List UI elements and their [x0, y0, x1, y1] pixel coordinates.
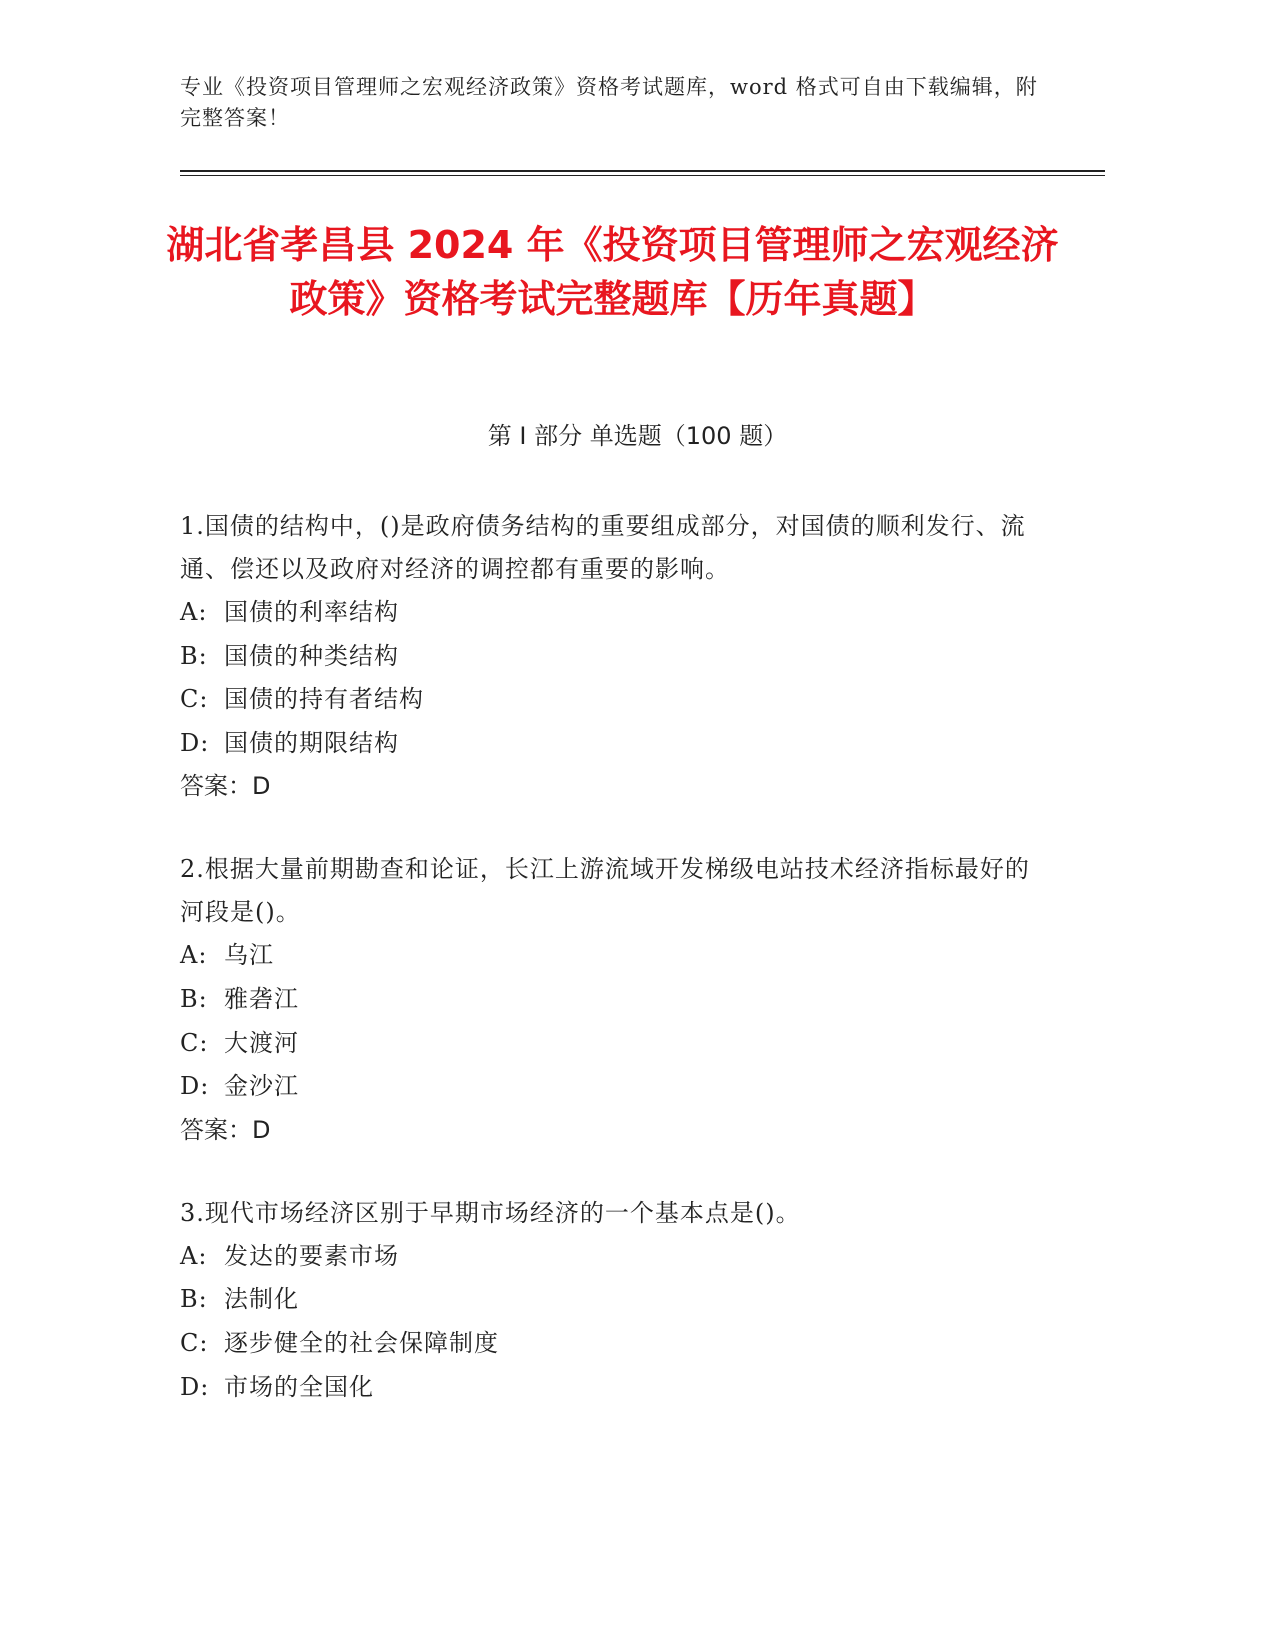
section-heading: 第 I 部分 单选题（100 题）: [487, 422, 788, 450]
option-letter: C:: [180, 1028, 209, 1057]
question-1: [180, 505, 1030, 808]
question-stem: 3.现代市场经济区别于早期市场经济的一个基本点是()。: [180, 1198, 801, 1227]
option-letter: D:: [180, 1072, 210, 1101]
question-list: [180, 505, 1030, 1449]
option-letter: A:: [180, 941, 208, 970]
question-2: [180, 848, 1030, 1151]
option-list: [180, 1235, 1030, 1409]
option-c: [180, 1322, 1030, 1366]
option-c: [180, 1022, 1030, 1066]
option-text: 雅砻江: [224, 984, 299, 1013]
option-text: 发达的要素市场: [224, 1241, 399, 1270]
question-3: [180, 1192, 1030, 1409]
option-d: [180, 1366, 1030, 1410]
option-list: [180, 934, 1030, 1108]
option-a: [180, 934, 1030, 978]
option-a: [180, 591, 1030, 635]
answer-line: 答案：D: [180, 1115, 271, 1144]
option-letter: C:: [180, 685, 209, 714]
answer-line: 答案：D: [180, 772, 271, 801]
question-stem: 2.根据大量前期勘查和论证，长江上游流域开发梯级电站技术经济指标最好的河段是()。: [180, 855, 1030, 927]
option-text: 法制化: [224, 1285, 299, 1314]
header-note: 专业《投资项目管理师之宏观经济政策》资格考试题库，word 格式可自由下载编辑，附完整答案！: [180, 75, 1038, 130]
option-text: 市场的全国化: [224, 1372, 374, 1401]
option-text: 大渡河: [224, 1028, 299, 1057]
document-title: 湖北省孝昌县 2024 年《投资项目管理师之宏观经济政策》资格考试完整题库【历年真题】: [166, 223, 1059, 321]
option-b: [180, 635, 1030, 679]
option-text: 国债的期限结构: [224, 728, 399, 757]
option-list: [180, 591, 1030, 765]
option-letter: A:: [180, 598, 208, 626]
question-stem: 1.国债的结构中，()是政府债务结构的重要组成部分，对国债的顺利发行、流通、偿还以及政府对经济的调控都有重要的影响。: [180, 512, 1026, 583]
option-text: 国债的种类结构: [224, 641, 399, 670]
option-d: [180, 722, 1030, 766]
option-letter: D:: [180, 728, 210, 757]
header-rule-thick: [180, 170, 1105, 172]
option-b: [180, 978, 1030, 1022]
option-text: 国债的利率结构: [224, 598, 399, 626]
option-letter: A:: [180, 1241, 208, 1270]
option-letter: B:: [180, 984, 208, 1013]
option-text: 金沙江: [224, 1072, 299, 1101]
option-c: [180, 678, 1030, 722]
option-b: [180, 1278, 1030, 1322]
option-letter: D:: [180, 1372, 210, 1401]
option-text: 乌江: [224, 941, 274, 970]
option-letter: B:: [180, 641, 208, 670]
option-text: 逐步健全的社会保障制度: [224, 1328, 499, 1357]
option-a: [180, 1235, 1030, 1279]
option-text: 国债的持有者结构: [224, 685, 424, 714]
option-letter: B:: [180, 1285, 208, 1314]
option-letter: C:: [180, 1328, 209, 1357]
option-d: [180, 1065, 1030, 1109]
header-rule-thin: [180, 175, 1105, 176]
